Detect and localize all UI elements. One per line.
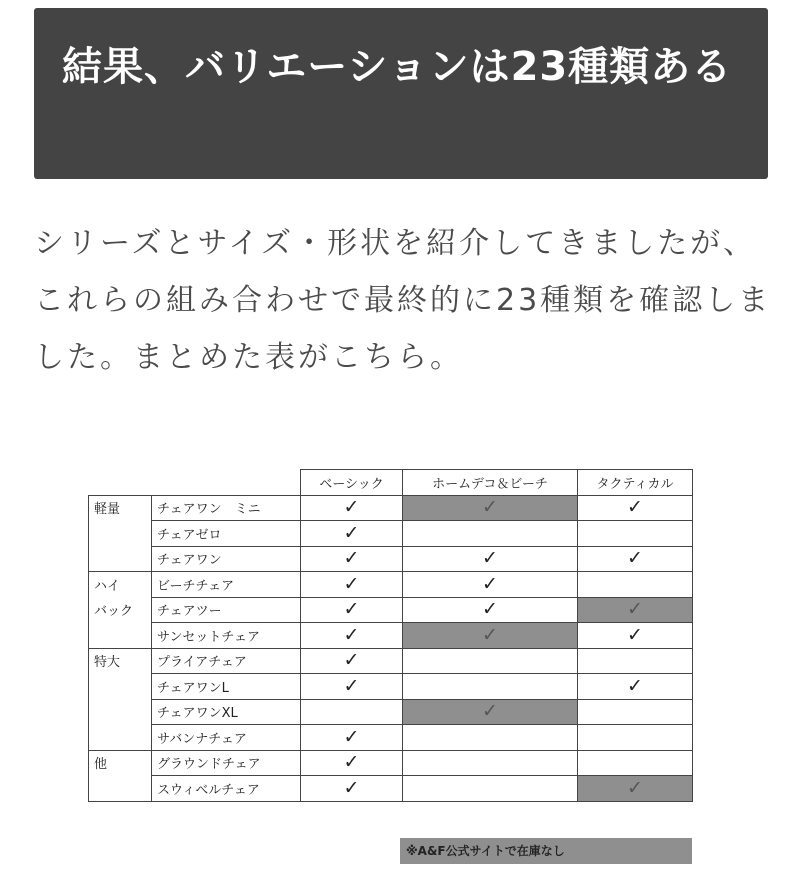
check-icon bbox=[578, 725, 693, 751]
table-row bbox=[89, 495, 693, 521]
check-icon: ✓ bbox=[301, 623, 403, 649]
category-cell bbox=[89, 623, 152, 649]
row-label: グラウンドチェア bbox=[152, 750, 301, 776]
category-cell bbox=[89, 674, 152, 700]
category-cell bbox=[89, 546, 152, 572]
table-row bbox=[89, 725, 693, 751]
check-icon bbox=[301, 699, 403, 725]
check-icon bbox=[403, 776, 578, 802]
body-paragraph: シリーズとサイズ・形状を紹介してきましたが、これらの組み合わせで最終的に23種類を確認しました。まとめた表がこちら。 bbox=[34, 226, 772, 375]
table-header-row bbox=[89, 470, 693, 496]
empty-corner-cell bbox=[89, 470, 152, 496]
category-high: ハイ bbox=[89, 572, 152, 598]
column-header-basic: ベーシック bbox=[301, 470, 403, 496]
table-row bbox=[89, 546, 693, 572]
row-label: チェアツー bbox=[152, 597, 301, 623]
category-cell bbox=[89, 776, 152, 802]
check-icon: ✓ bbox=[578, 546, 693, 572]
category-large: 特大 bbox=[89, 648, 152, 674]
check-icon: ✓ bbox=[301, 725, 403, 751]
section-heading: 結果、バリエーションは23種類ある bbox=[62, 44, 733, 90]
table-row bbox=[89, 521, 693, 547]
category-cell bbox=[89, 521, 152, 547]
check-icon bbox=[578, 572, 693, 598]
category-cell bbox=[89, 725, 152, 751]
section-heading-box bbox=[34, 8, 768, 179]
check-icon: ✓ bbox=[403, 623, 578, 649]
check-icon: ✓ bbox=[578, 495, 693, 521]
empty-corner-cell bbox=[152, 470, 301, 496]
table-row bbox=[89, 623, 693, 649]
out-of-stock-note: ※A&F公式サイトで在庫なし bbox=[400, 838, 692, 864]
table-row bbox=[89, 776, 693, 802]
row-label: チェアワン bbox=[152, 546, 301, 572]
check-icon: ✓ bbox=[301, 495, 403, 521]
table-row bbox=[89, 597, 693, 623]
category-other: 他 bbox=[89, 750, 152, 776]
check-icon: ✓ bbox=[578, 674, 693, 700]
check-icon: ✓ bbox=[403, 699, 578, 725]
category-cell bbox=[89, 699, 152, 725]
check-icon bbox=[578, 521, 693, 547]
category-light: 軽量 bbox=[89, 495, 152, 521]
check-icon: ✓ bbox=[403, 597, 578, 623]
check-icon bbox=[578, 750, 693, 776]
row-label: チェアワン ミニ bbox=[152, 495, 301, 521]
check-icon: ✓ bbox=[301, 546, 403, 572]
check-icon: ✓ bbox=[301, 750, 403, 776]
check-icon: ✓ bbox=[403, 546, 578, 572]
check-icon bbox=[403, 648, 578, 674]
check-icon bbox=[403, 725, 578, 751]
check-icon: ✓ bbox=[301, 648, 403, 674]
variation-table bbox=[88, 469, 693, 802]
check-icon: ✓ bbox=[578, 776, 693, 802]
check-icon bbox=[578, 648, 693, 674]
column-header-home-deco-beach: ホームデコ＆ビーチ bbox=[403, 470, 578, 496]
check-icon bbox=[403, 750, 578, 776]
check-icon: ✓ bbox=[403, 572, 578, 598]
category-back: バック bbox=[89, 597, 152, 623]
check-icon: ✓ bbox=[301, 521, 403, 547]
row-label: チェアワンXL bbox=[152, 699, 301, 725]
check-icon: ✓ bbox=[301, 776, 403, 802]
row-label: サバンナチェア bbox=[152, 725, 301, 751]
row-label: サンセットチェア bbox=[152, 623, 301, 649]
check-icon: ✓ bbox=[301, 597, 403, 623]
row-label: スウィベルチェア bbox=[152, 776, 301, 802]
table-row bbox=[89, 648, 693, 674]
table-row bbox=[89, 674, 693, 700]
check-icon: ✓ bbox=[403, 495, 578, 521]
check-icon: ✓ bbox=[301, 674, 403, 700]
column-header-tactical: タクティカル bbox=[578, 470, 693, 496]
check-icon: ✓ bbox=[301, 572, 403, 598]
row-label: チェアワンL bbox=[152, 674, 301, 700]
row-label: ビーチチェア bbox=[152, 572, 301, 598]
table-row bbox=[89, 699, 693, 725]
table-row bbox=[89, 750, 693, 776]
table-row bbox=[89, 572, 693, 598]
check-icon bbox=[403, 521, 578, 547]
row-label: プライアチェア bbox=[152, 648, 301, 674]
check-icon: ✓ bbox=[578, 597, 693, 623]
check-icon bbox=[578, 699, 693, 725]
row-label: チェアゼロ bbox=[152, 521, 301, 547]
check-icon: ✓ bbox=[578, 623, 693, 649]
check-icon bbox=[403, 674, 578, 700]
